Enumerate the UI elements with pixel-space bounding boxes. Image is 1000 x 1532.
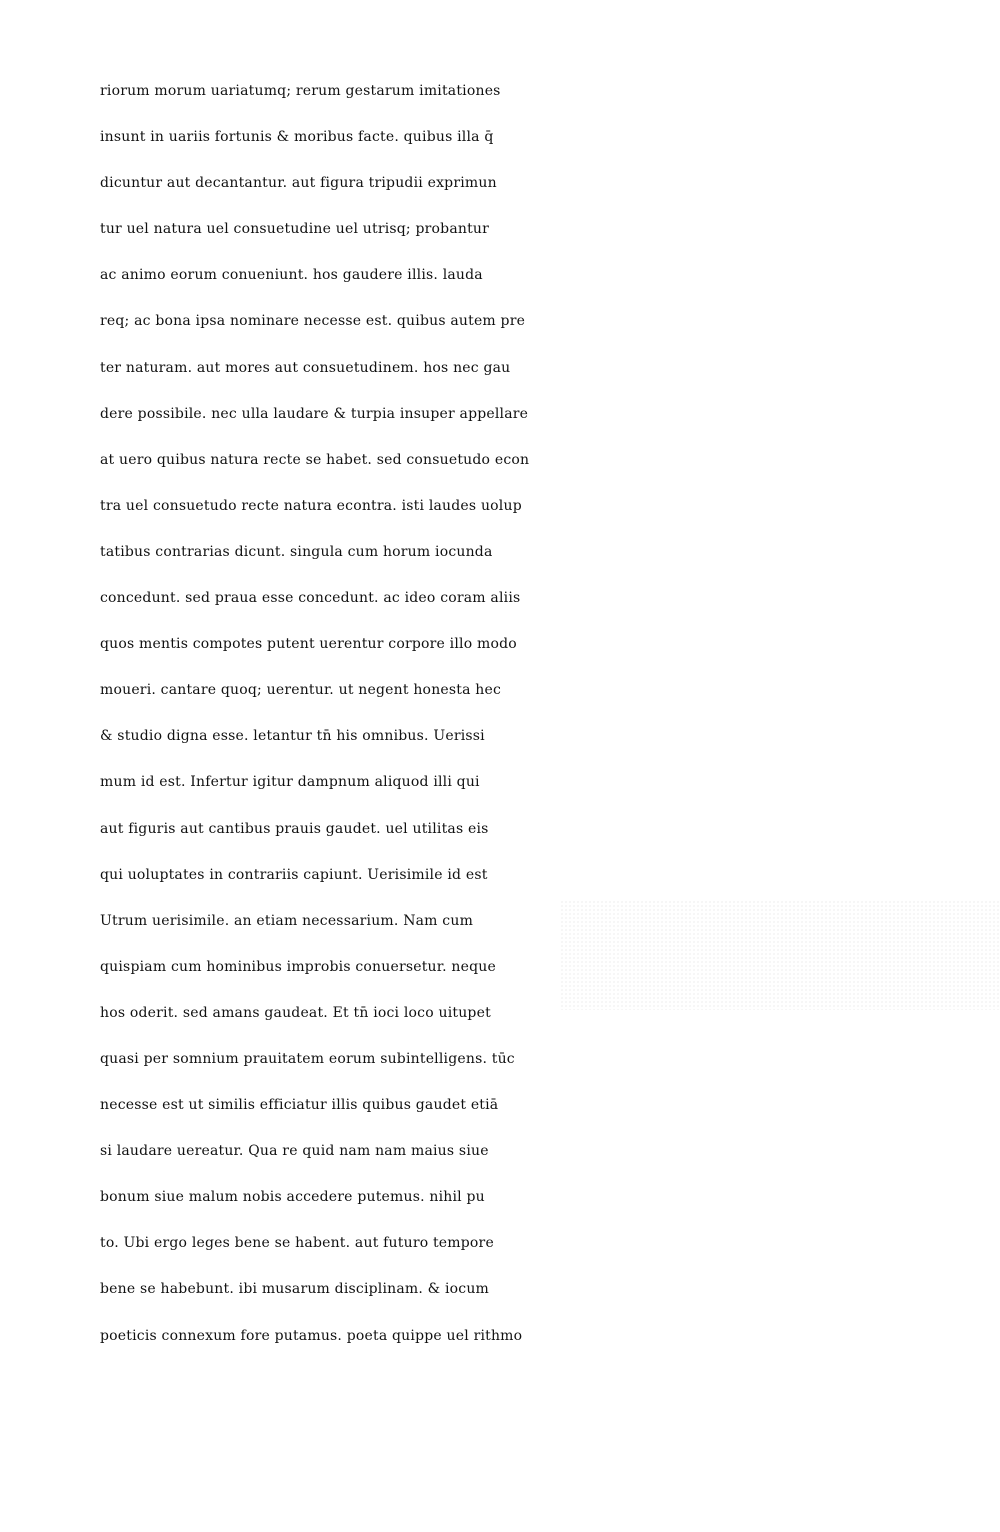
manuscript-line: tur uel natura uel consuetudine uel utrisq; probantur: [100, 221, 490, 238]
manuscript-line: hos oderit. sed amans gaudeat. Et tn̄ ioci loco uitupet: [100, 1004, 491, 1021]
manuscript-line: moueri. cantare quoq; uerentur. ut negent honesta hec: [100, 682, 502, 699]
manuscript-line: concedunt. sed praua esse concedunt. ac ideo coram aliis: [100, 590, 521, 607]
manuscript-line: quos mentis compotes putent uerentur corpore illo modo: [100, 636, 517, 653]
manuscript-line: qui uoluptates in contrariis capiunt. Uerisimile id est: [100, 866, 488, 883]
manuscript-line: tra uel consuetudo recte natura econtra. isti laudes uolup: [100, 497, 522, 514]
manuscript-line: tatibus contrarias dicunt. singula cum horum iocunda: [100, 543, 493, 560]
manuscript-line: riorum morum uariatumq; rerum gestarum imitationes: [100, 83, 501, 99]
manuscript-line: req; ac bona ipsa nominare necesse est. quibus autem pre: [100, 313, 526, 330]
manuscript-line: poeticis connexum fore putamus. poeta quippe uel rithmo: [100, 1327, 523, 1344]
manuscript-line: ter naturam. aut mores aut consuetudinem. hos nec gau: [100, 359, 511, 376]
manuscript-line: & studio digna esse. letantur tn̄ his omnibus. Uerissi: [100, 728, 485, 745]
manuscript-line: bene se habebunt. ibi musarum disciplinam. & iocum: [100, 1281, 490, 1298]
manuscript-line: dicuntur aut decantantur. aut figura tripudii exprimun: [100, 175, 497, 192]
manuscript-line: to. Ubi ergo leges bene se habent. aut futuro tempore: [100, 1235, 494, 1252]
manuscript-line: quispiam cum hominibus improbis conuersetur. neque: [100, 958, 496, 975]
manuscript-text: [100, 68, 970, 1359]
manuscript-line: Utrum uerisimile. an etiam necessarium. Nam cum: [100, 912, 474, 929]
manuscript-line: si laudare uereatur. Qua re quid nam nam maius siue: [100, 1143, 489, 1160]
manuscript-line: dere possibile. nec ulla laudare & turpia insuper appellare: [100, 405, 529, 422]
manuscript-line: at uero quibus natura recte se habet. sed consuetudo econ: [100, 451, 530, 468]
manuscript-line: insunt in uariis fortunis & moribus facte. quibus illa q̄: [100, 129, 494, 146]
manuscript-line: necesse est ut similis efficiatur illis quibus gaudet etiā: [100, 1097, 499, 1114]
manuscript-line: mum id est. Infertur igitur dampnum aliquod illi qui: [100, 774, 480, 791]
manuscript-line: ac animo eorum conueniunt. hos gaudere illis. lauda: [100, 267, 483, 284]
manuscript-line: aut figuris aut cantibus prauis gaudet. uel utilitas eis: [100, 820, 489, 837]
manuscript-line: quasi per somnium prauitatem eorum subintelligens. tūc: [100, 1050, 515, 1067]
manuscript-line: bonum siue malum nobis accedere putemus. nihil pu: [100, 1189, 485, 1206]
